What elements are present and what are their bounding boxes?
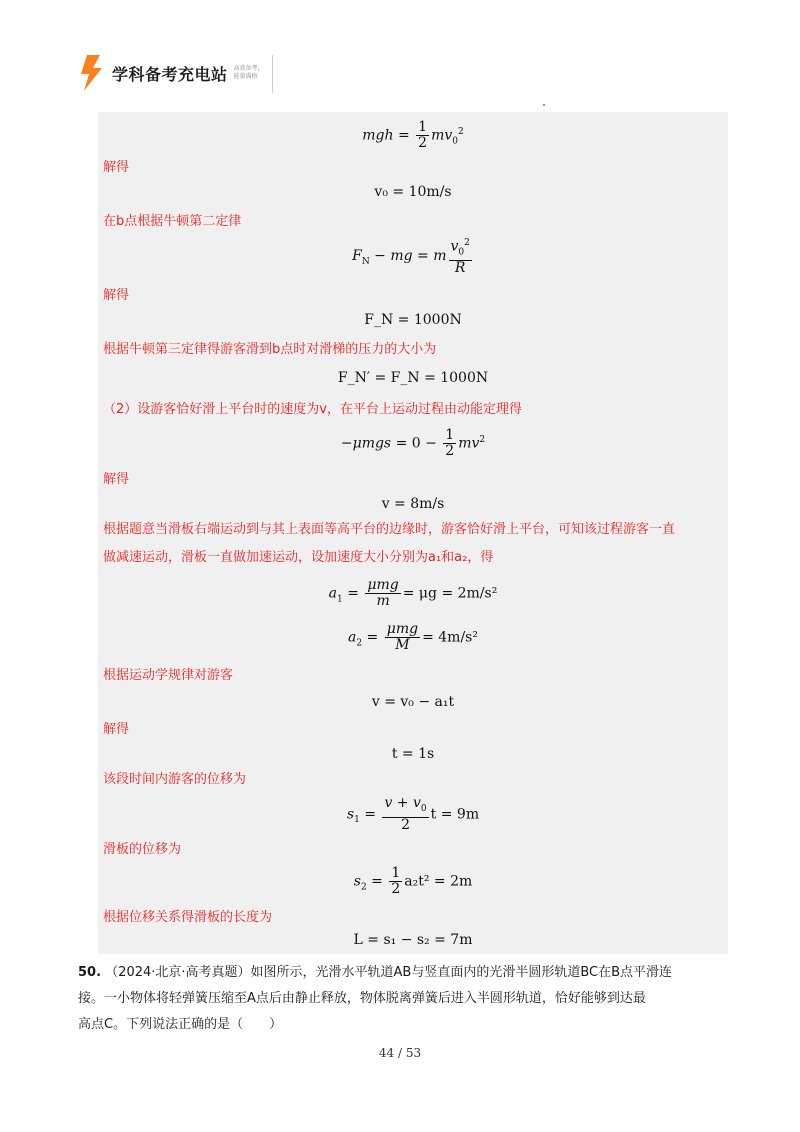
header-logo [78,52,274,94]
text-analysis-2: 做减速运动，滑板一直做加速运动，设加速度大小分别为a₁和a₂，得 [103,550,494,565]
lightning-bolt-icon [78,55,104,91]
question-text-1: （2024·北京·高考真题）如图所示，光滑水平轨道AB与竖直面内的光滑半圆形轨道BC在B点平滑连 [105,965,673,980]
text-kinematics: 根据运动学规律对游客 [103,668,234,683]
text-board-displacement: 滑板的位移为 [103,842,182,857]
equation-energy: mgh = $\frac{1}{2}$ $mv_0^2$ [362,119,464,151]
equation-fn: F_N = 1000N [364,312,462,328]
text-analysis-1: 根据题意当滑板右端运动到与其上表面等高平台的边缘时，游客恰好滑上平台，可知该过程游客一直 [103,522,676,537]
equation-v: v = 8m/s [381,496,445,512]
text-jiede-3: 解得 [103,472,130,487]
equation-a1-result: = μg = 2m/s² [402,585,498,602]
question-line-2: 接。一小物体将轻弹簧压缩至A点后由静止释放，物体脱离弹簧后进入半圆形轨道，恰好能够到达最 [78,991,646,1006]
question-line-3: 高点C。下列说法正确的是（ ） [78,1017,283,1032]
solution-panel [98,112,728,954]
equation-s1: $s_1$ = $\frac{v + v_0}{2}$ t = 9m [346,795,480,833]
equation-a1: $a_1$ = $\frac{\text{μmg}}{m}$ = μg = 2m/s² [328,577,498,609]
equation-L: L = s₁ − s₂ = 7m [353,932,473,948]
text-jiede-2: 解得 [103,288,130,303]
equation-s2-result: a₂t² = 2m [404,873,473,890]
equation-fn-prime: F_N′ = F_N = 1000N [337,370,489,386]
equation-t: t = 1s [391,746,435,762]
equation-a2: $a_2$ = $\frac{\text{μmg}}{M}$ = 4m/s² [348,621,478,653]
question-number: 50. [78,965,102,980]
equation-v0: v₀ = 10m/s [374,184,452,200]
text-board-length: 根据位移关系得滑板的长度为 [103,910,273,925]
equation-s1-result: t = 9m [430,806,480,823]
equation-newton2: $F_N$ − mg = m $\frac{v_0^2}{R}$ [352,238,470,277]
equation-vt: v = v₀ − a₁t [371,694,455,710]
header-divider [272,55,273,93]
text-jiede-1: 解得 [103,160,130,175]
text-newton-second-law: 在b点根据牛顿第二定律 [103,214,242,229]
text-jiede-4: 解得 [103,722,130,737]
equation-a2-result: = 4m/s² [422,629,478,646]
text-part-2: （2）设游客恰好滑上平台时的速度为v，在平台上运动过程由动能定理得 [103,402,522,417]
text-newton-third-law: 根据牛顿第三定律得游客滑到b点时对滑梯的压力的大小为 [103,342,437,357]
equation-work-energy: −μmgs = 0 − $\frac{1}{2}$ $mv^2$ [340,427,486,459]
equation-s2: $s_2$ = $\frac{1}{2}$ a₂t² = 2m [353,865,473,897]
stray-dot [543,104,545,106]
brand-slogan: 高效备考，能量满格 [233,65,264,80]
text-tourist-displacement: 该段时间内游客的位移为 [103,772,247,787]
question-line-1 [78,960,728,986]
brand-name: 学科备考充电站 [112,64,228,84]
page-number: 44 / 53 [378,1046,422,1060]
